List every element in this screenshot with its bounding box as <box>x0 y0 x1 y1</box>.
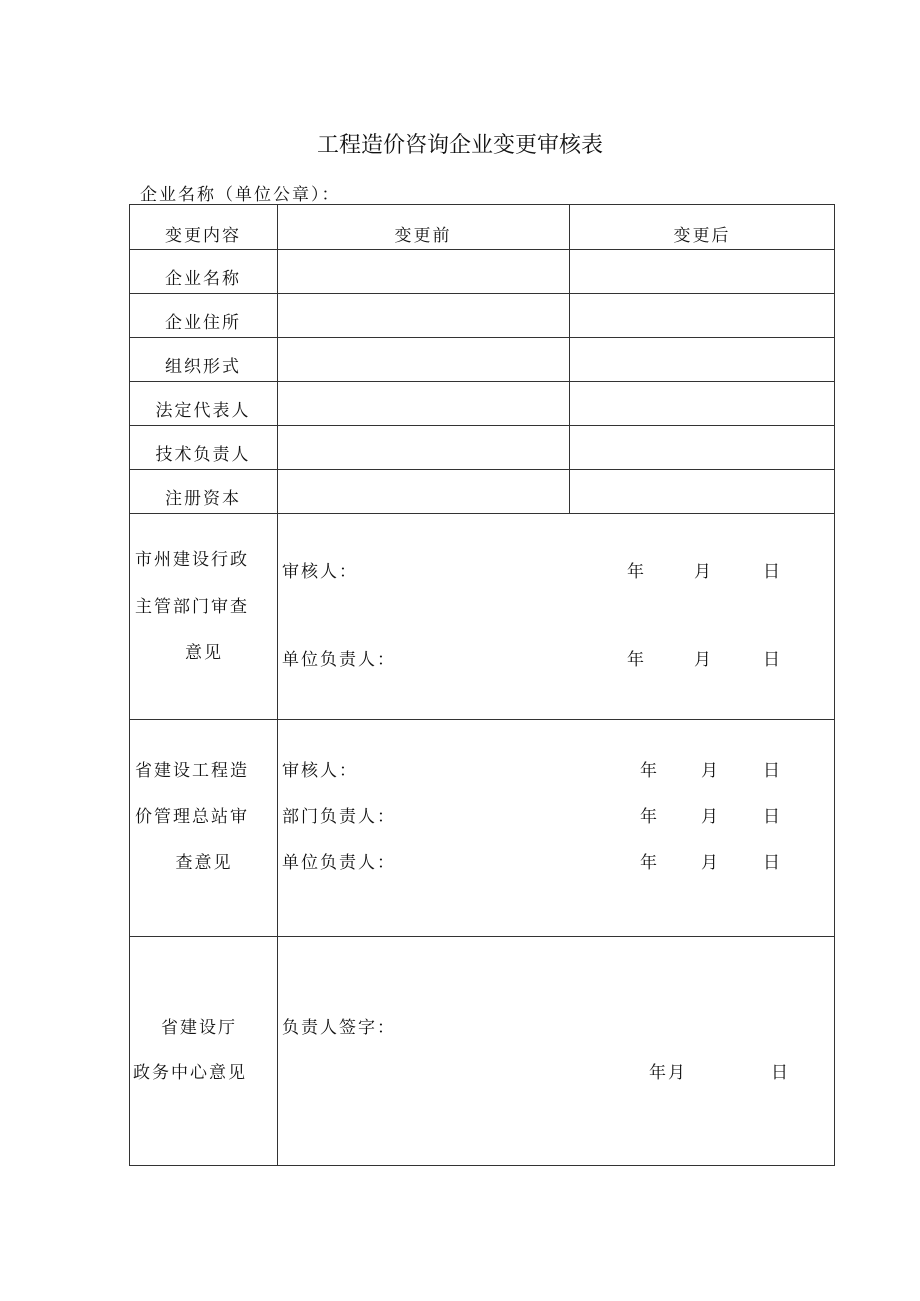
column-divider <box>277 204 278 1166</box>
section1-unit-head-label: 单位负责人： <box>282 650 396 670</box>
form-title: 工程造价咨询企业变更审核表 <box>316 133 603 158</box>
section2-reviewer-label: 审核人： <box>282 761 358 781</box>
section1-unit-head-month: 月 <box>694 650 713 670</box>
section2-dept-head-month: 月 <box>701 807 720 827</box>
section1-reviewer-day: 日 <box>763 562 782 582</box>
header-before: 变更前 <box>394 226 452 246</box>
section2-label-line2: 价管理总站审 <box>135 807 249 827</box>
section2-label-line3: 查意见 <box>175 853 233 873</box>
company-name-label: 企业名称（单位公章）： <box>140 185 341 205</box>
section2-unit-head-year: 年 <box>640 853 659 873</box>
row-divider <box>129 719 835 720</box>
row-divider <box>129 381 835 382</box>
field-company-name: 企业名称 <box>165 269 241 289</box>
column-divider <box>569 204 570 513</box>
section1-unit-head-day: 日 <box>763 650 782 670</box>
section1-label-line1: 市州建设行政 <box>135 550 249 570</box>
section2-reviewer-year: 年 <box>640 761 659 781</box>
section1-label-line3: 意见 <box>185 643 223 663</box>
section2-unit-head-label: 单位负责人： <box>282 853 396 873</box>
row-divider <box>129 337 835 338</box>
field-legal-representative: 法定代表人 <box>155 401 251 421</box>
section3-day: 日 <box>771 1063 790 1083</box>
section2-dept-head-year: 年 <box>640 807 659 827</box>
section3-year-month: 年月 <box>649 1063 687 1083</box>
row-divider <box>129 469 835 470</box>
field-technical-director: 技术负责人 <box>155 445 251 465</box>
section2-reviewer-day: 日 <box>763 761 782 781</box>
row-divider <box>129 293 835 294</box>
row-divider <box>129 425 835 426</box>
section2-unit-head-month: 月 <box>701 853 720 873</box>
row-divider <box>129 513 835 514</box>
section2-dept-head-day: 日 <box>763 807 782 827</box>
section1-label-line2: 主管部门审查 <box>135 597 249 617</box>
row-divider <box>129 249 835 250</box>
section2-dept-head-label: 部门负责人： <box>282 807 396 827</box>
field-company-address: 企业住所 <box>165 313 241 333</box>
section2-label-line1: 省建设工程造 <box>135 761 249 781</box>
header-change-item: 变更内容 <box>165 226 241 246</box>
section1-reviewer-label: 审核人： <box>282 562 358 582</box>
section3-signer-label: 负责人签字： <box>282 1018 396 1038</box>
field-organization-form: 组织形式 <box>165 357 241 377</box>
section1-reviewer-year: 年 <box>627 562 646 582</box>
section1-unit-head-year: 年 <box>627 650 646 670</box>
section3-label-line1: 省建设厅 <box>161 1018 237 1038</box>
field-registered-capital: 注册资本 <box>165 489 241 509</box>
row-divider <box>129 936 835 937</box>
section1-reviewer-month: 月 <box>694 562 713 582</box>
section2-reviewer-month: 月 <box>701 761 720 781</box>
header-after: 变更后 <box>673 226 731 246</box>
section2-unit-head-day: 日 <box>763 853 782 873</box>
section3-label-line2: 政务中心意见 <box>133 1063 247 1083</box>
